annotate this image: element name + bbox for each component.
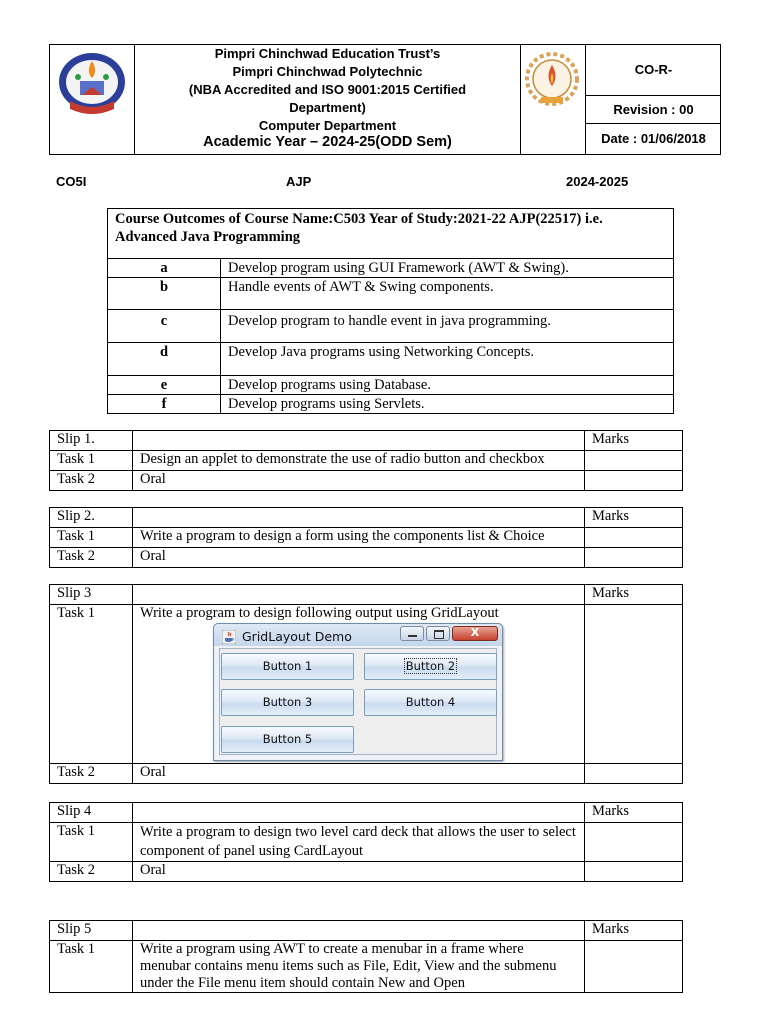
outcome-label: b xyxy=(108,278,221,310)
slip-2-table xyxy=(49,507,683,568)
slip-title: Slip 3 xyxy=(50,585,133,605)
slip-4-table xyxy=(49,802,683,882)
grid-button-2[interactable] xyxy=(364,653,497,680)
marks-header: Marks xyxy=(585,431,683,451)
slip-1-table xyxy=(49,430,683,491)
outcome-text: Develop programs using Database. xyxy=(221,376,674,395)
document-date: Date : 01/06/2018 xyxy=(601,131,706,146)
marks-header: Marks xyxy=(585,921,683,941)
outcome-text: Handle events of AWT & Swing components. xyxy=(221,278,674,310)
marks-cell xyxy=(585,862,683,882)
header-divider xyxy=(585,123,720,124)
subject-code: AJP xyxy=(286,174,312,189)
task-label: Task 1 xyxy=(50,451,133,471)
task-label: Task 1 xyxy=(50,528,133,548)
outcome-text: Develop program using GUI Framework (AWT & Swing). xyxy=(221,259,674,278)
academic-year-short: 2024-2025 xyxy=(566,174,629,189)
document-header xyxy=(49,44,721,155)
class-code: CO5I xyxy=(56,174,87,189)
marks-header: Marks xyxy=(585,585,683,605)
task-text: Oral xyxy=(133,764,585,784)
slip-title: Slip 1. xyxy=(50,431,133,451)
course-outcomes-table xyxy=(107,208,674,414)
outcome-label: f xyxy=(108,395,221,414)
course-outcomes-heading: Course Outcomes of Course Name:C503 Year of Study:2021-22 AJP(22517) i.e. Advanced Java Programming xyxy=(108,209,674,259)
java-cup-icon xyxy=(222,630,236,644)
header-divider xyxy=(520,45,521,154)
outcome-text: Develop Java programs using Networking Concepts. xyxy=(221,343,674,376)
maximize-icon[interactable] xyxy=(426,626,450,641)
task-text: Oral xyxy=(133,862,585,882)
outcome-label: a xyxy=(108,259,221,278)
marks-cell xyxy=(585,764,683,784)
close-icon[interactable]: X xyxy=(452,626,498,641)
department-gear-logo xyxy=(523,51,581,109)
task-text: Write a program to design two level card deck that allows the user to select component of panel using CardLayout xyxy=(133,823,585,862)
document-code: CO-R- xyxy=(634,62,673,77)
marks-cell xyxy=(585,528,683,548)
grid-button-5[interactable]: Button 5 xyxy=(221,726,354,753)
slip-title: Slip 5 xyxy=(50,921,133,941)
task-label: Task 2 xyxy=(50,548,133,568)
slip-5-table xyxy=(49,920,683,993)
task-label: Task 2 xyxy=(50,764,133,784)
window-content-pane xyxy=(219,648,497,755)
task-text: Oral xyxy=(133,548,585,568)
marks-cell xyxy=(585,605,683,764)
marks-header: Marks xyxy=(585,803,683,823)
revision-number: Revision : 00 xyxy=(613,102,694,117)
grid-button-4[interactable]: Button 4 xyxy=(364,689,497,716)
marks-cell xyxy=(585,471,683,491)
institute-seal-logo xyxy=(56,51,128,117)
gridlayout-demo-window xyxy=(213,623,503,761)
header-line: (NBA Accredited and ISO 9001:2015 Certified xyxy=(188,82,467,97)
slip-title: Slip 2. xyxy=(50,508,133,528)
header-line: Pimpri Chinchwad Polytechnic xyxy=(232,64,423,79)
task-text: Design an applet to demonstrate the use of radio button and checkbox xyxy=(133,451,585,471)
outcome-label: e xyxy=(108,376,221,395)
task-label: Task 1 xyxy=(50,823,133,862)
grid-button-1[interactable]: Button 1 xyxy=(221,653,354,680)
task-label: Task 2 xyxy=(50,862,133,882)
header-center-text xyxy=(135,45,520,135)
header-line: Department) xyxy=(289,100,366,115)
grid-button-3[interactable]: Button 3 xyxy=(221,689,354,716)
marks-cell xyxy=(585,451,683,471)
task-text: Write a program to design following output using GridLayout xyxy=(133,605,585,764)
marks-cell xyxy=(585,941,683,993)
marks-cell xyxy=(585,548,683,568)
academic-year: Academic Year – 2024-25(ODD Sem) xyxy=(203,134,452,150)
task-label: Task 2 xyxy=(50,471,133,491)
header-line: Pimpri Chinchwad Education Trust’s xyxy=(214,46,441,61)
slip-title: Slip 4 xyxy=(50,803,133,823)
window-title: GridLayout Demo xyxy=(242,629,352,644)
outcome-label: c xyxy=(108,310,221,343)
outcome-label: d xyxy=(108,343,221,376)
header-line: Computer Department xyxy=(258,118,397,133)
outcome-text: Develop program to handle event in java programming. xyxy=(221,310,674,343)
task-label: Task 1 xyxy=(50,605,133,764)
task-text: Oral xyxy=(133,471,585,491)
marks-cell xyxy=(585,823,683,862)
marks-header: Marks xyxy=(585,508,683,528)
outcome-text: Develop programs using Servlets. xyxy=(221,395,674,414)
header-divider xyxy=(585,95,720,96)
task-text: Write a program using AWT to create a menubar in a frame where menubar contains menu items such as File, Edit, View and the submenu under the File menu item should contain New and Open xyxy=(133,941,585,993)
grid-button-2-label: Button 2 xyxy=(405,659,456,673)
task-text: Write a program to design a form using the components list & Choice xyxy=(133,528,585,548)
minimize-icon[interactable] xyxy=(400,626,424,641)
task-label: Task 1 xyxy=(50,941,133,993)
